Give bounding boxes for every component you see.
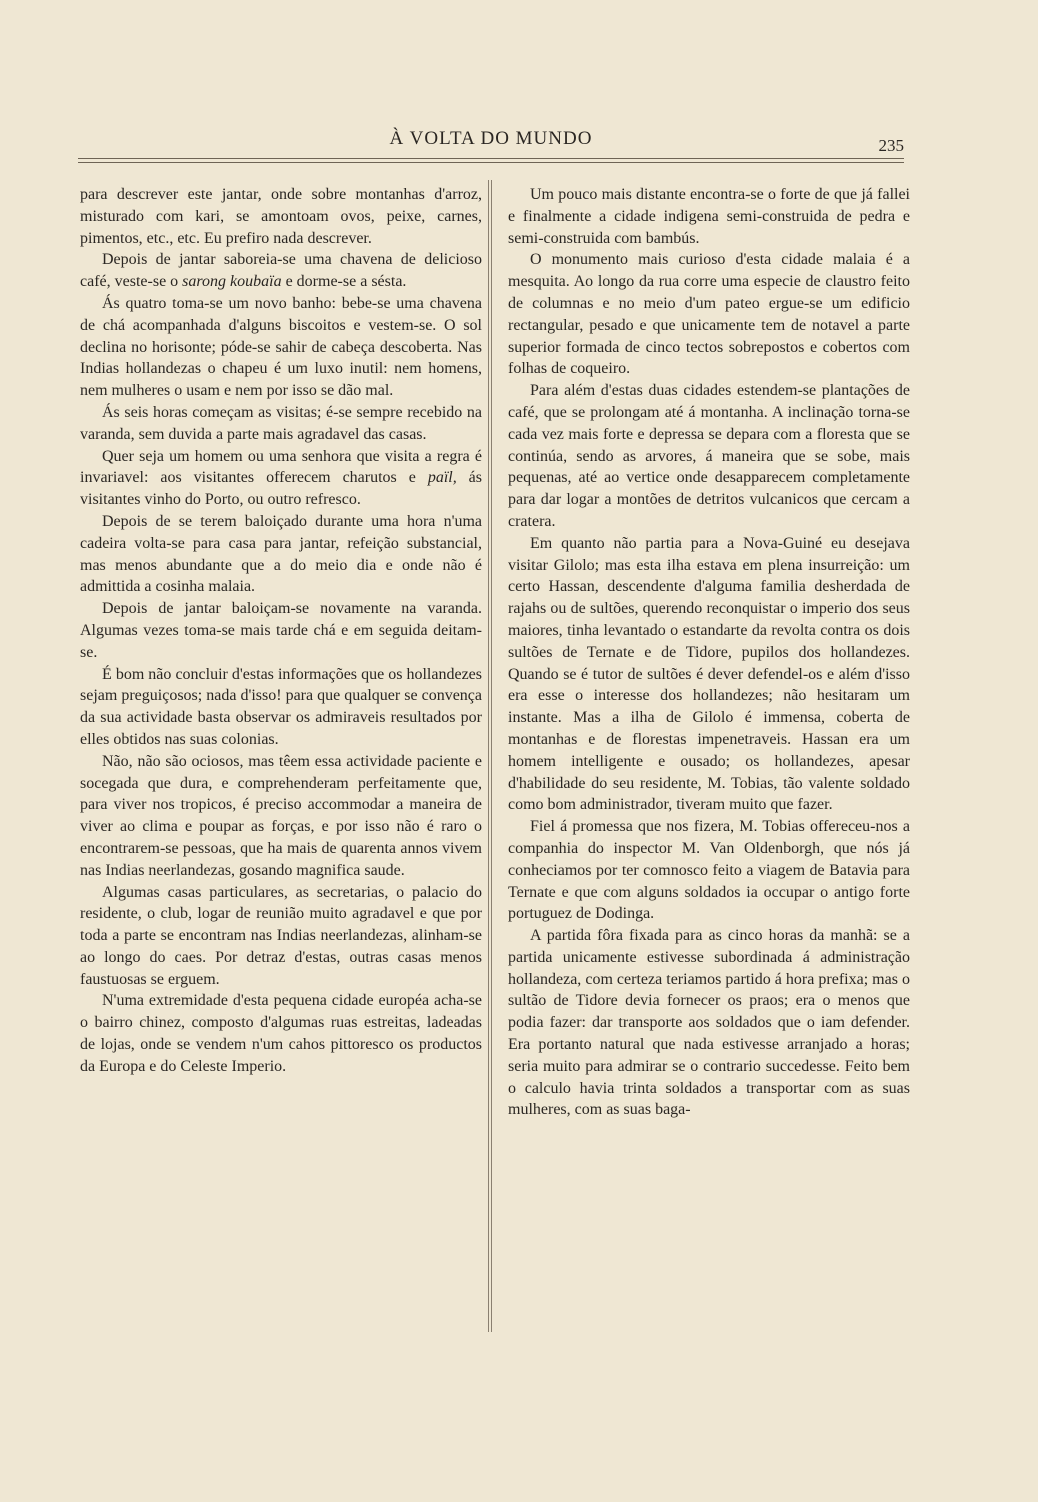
paragraph: Um pouco mais distante encontra-se o forte de que já fallei e finalmente a cidade indigena semi-construida de pedra e semi-construida com bambús. <box>508 186 910 247</box>
paragraph: Algumas casas particulares, as secretarias, o palacio do residente, o club, logar de reunião muito agradavel e que por toda a parte se encontram nas Indias neerlandezas, alinham-se ao longo do caes. Por detraz d'estas, outras casas menos faustuosas se erguem. <box>80 883 482 988</box>
column-divider-double <box>491 180 492 1332</box>
paragraph: Em quanto não partia para a Nova-Guiné eu desejava visitar Gilolo; mas esta ilha estava em plena insurreição: um certo Hassan, descendente d'alguma familia desherdada de rajahs ou de sultões, querendo reconquistar o imperio dos seus maiores, tinha levantado o estandarte da revolta contra os dois sultões de Ternate e de Tidore, pupilos dos hollandezes. Quando se é tutor de sultões é dever defendel-os e além d'isso era esse o interesse dos hollandezes; não hesitaram um instante. Mas a ilha de Gilolo é immensa, coberta de montanhas e de florestas impenetraveis. Hassan era um homem intelligente e ousado; os hollandezes, apesar d'habilidade do seu residente, M. Tobias, tão valente soldado como bom administrador, tiveram muito que fazer. <box>508 534 910 814</box>
page-number: 235 <box>878 136 904 155</box>
paragraph <box>80 446 482 511</box>
running-head <box>78 128 904 158</box>
paragraph: Para além d'estas duas cidades estendem-se plantações de café, que se prolongam até á montanha. A inclinação torna-se cada vez mais forte e depressa se depara com a floresta que se continúa, sendo as arvores, á maneira que se sobe, mais pequenas, até ao vertice onde desapparecem completamente para dar logar a montões de detritos vulcanicos que cercam a cratera. <box>508 382 910 530</box>
paragraph: É bom não concluir d'estas informações que os hollandezes sejam preguiçosos; nada d'isso! para que qualquer se convença da sua actividade basta observar os admiraveis resultados por elles obtidos nas suas colonias. <box>80 665 482 748</box>
paragraph: Ás seis horas começam as visitas; é-se sempre recebido na varanda, sem duvida a parte mais agradavel das casas. <box>80 403 482 443</box>
paragraph: Ás quatro toma-se um novo banho: bebe-se uma chavena de chá acompanhada d'alguns biscoitos e vestem-se. O sol declina no horisonte; póde-se sahir de cabeça descoberta. Nas Indias hollandezas o chapeu é um luxo inutil: nem homens, nem mulheres o usam e nem por isso se dão mal. <box>80 294 482 400</box>
paragraph: Depois de se terem baloiçado durante uma hora n'uma cadeira volta-se para casa para jantar, refeição substancial, mas menos abundante que a do meio dia e onde não é admittida a cosinha malaia. <box>80 512 482 596</box>
italic-term: païl, <box>427 469 457 487</box>
column-divider <box>488 180 489 1332</box>
paragraph: Não, não são ociosos, mas têem essa actividade paciente e socegada que dura, e comprehenderam perfeitamente que, para viver nos tropicos, é preciso accommodar a maneira de viver ao clima e poupar as forças, e por isso não é raro o encontrarem-se pessoas, que ha mais de quarenta annos vivem nas Indias neerlandezas, gosando magnifica saude. <box>80 752 482 879</box>
paragraph-text: Depois de jantar saboreia-se uma chavena de delicioso café, veste-se o <box>80 251 482 291</box>
paragraph: O monumento mais curioso d'esta cidade malaia é a mesquita. Ao longo da rua corre uma especie de claustro feito de columnas e no meio d'um pateo ergue-se um edificio rectangular, pesado e que unicamente tem de notavel a parte superior formada de cinco tectos sobrepostos e cobertos com folhas de coqueiro. <box>508 251 910 378</box>
paragraph: Depois de jantar baloiçam-se novamente na varanda. Algumas vezes toma-se mais tarde chá e em seguida deitam-se. <box>80 600 482 661</box>
paragraph-text: ás visitantes vinho do Porto, ou outro refresco. <box>80 469 483 509</box>
running-title: À VOLTA DO MUNDO <box>389 128 593 149</box>
header-rule <box>78 158 904 159</box>
right-column <box>508 184 910 1121</box>
header-rule-double <box>78 162 904 163</box>
paragraph <box>80 249 482 293</box>
paragraph-text: Quer seja um homem ou uma senhora que visita a regra é invariavel: aos visitantes offerecem charutos e <box>80 447 482 487</box>
left-column <box>80 184 482 1078</box>
paragraph: Fiel á promessa que nos fizera, M. Tobias offereceu-nos a companhia do inspector M. Van Oldenborgh, que nós já conheciamos por ter comnosco feito a viagem de Batavia para Ternate e que com alguns soldados ia occupar o antigo forte portuguez de Dodinga. <box>508 818 910 923</box>
paragraph: A partida fôra fixada para as cinco horas da manhã: se a partida unicamente estivesse subordinada á administração hollandeza, com certeza teriamos partido á hora prefixa; mas o sultão de Tidore devia fornecer os praos; era o menos que podia fazer: dar transporte aos soldados que o iam defender. Era portanto natural que nada estivesse arranjado a horas; seria muito para admirar se o contrario succedesse. Feito bem o calculo havia trinta soldados a transportar com as suas mulheres, com as suas baga- <box>508 927 910 1119</box>
paragraph-text: e dorme-se a sésta. <box>281 273 407 291</box>
italic-term: sarong koubaïa <box>182 273 282 291</box>
paragraph: N'uma extremidade d'esta pequena cidade européa acha-se o bairro chinez, composto d'algumas ruas estreitas, ladeadas de lojas, onde se vendem n'um cahos pittoresco os productos da Europa e do Celeste Imperio. <box>80 992 482 1075</box>
paragraph: para descrever este jantar, onde sobre montanhas d'arroz, misturado com kari, se amontoam ovos, peixe, carnes, pimentos, etc., etc. Eu prefiro nada descrever. <box>80 186 482 247</box>
